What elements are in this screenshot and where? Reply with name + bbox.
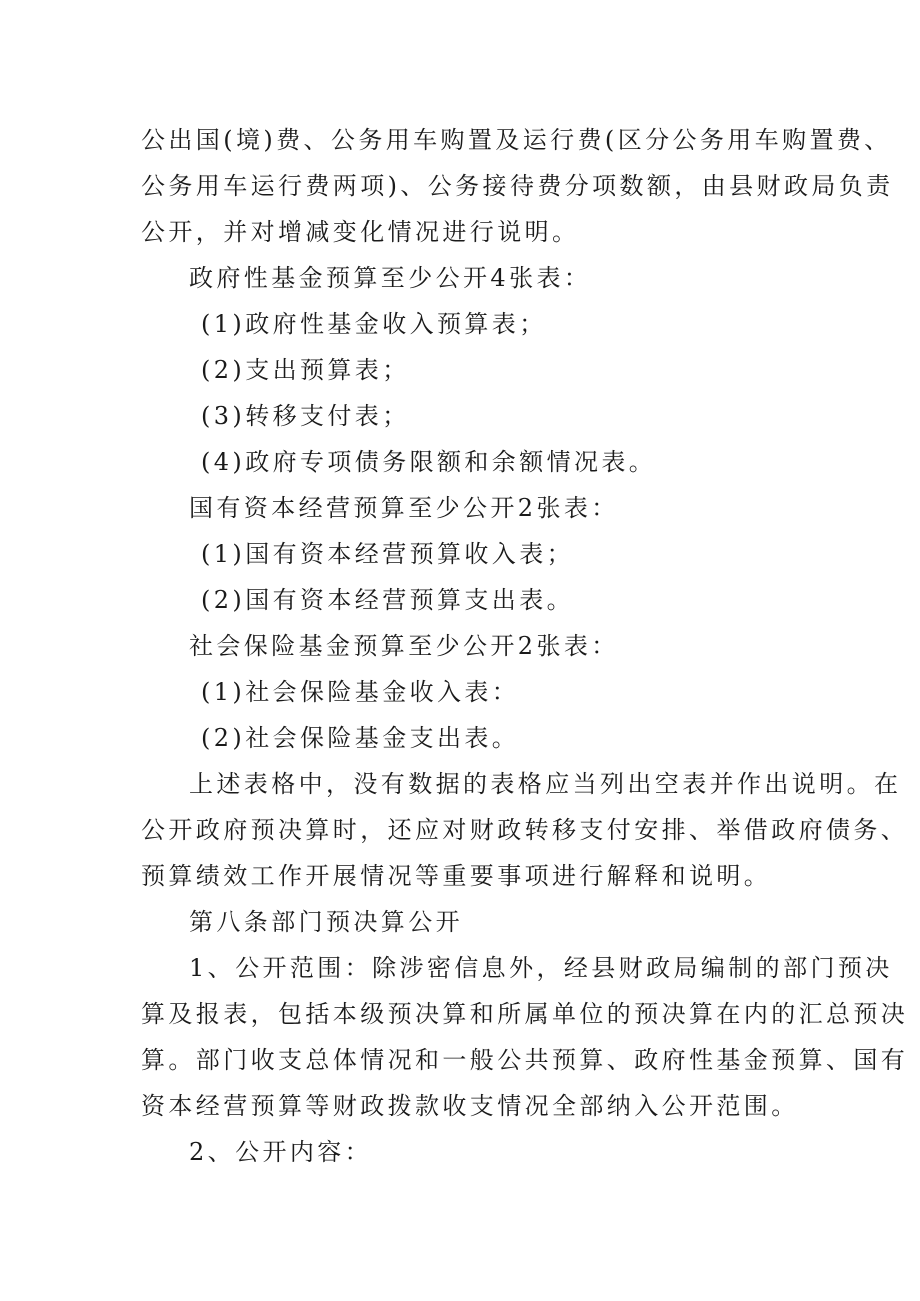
text-line: 1、公开范围：除涉密信息外，经县财政局编制的部门预决 [189, 954, 893, 982]
paragraph-heading: 国有资本经营预算至少公开2张表： [189, 494, 619, 522]
text-line: 公开，并对增减变化情况进行说明。 [141, 218, 580, 246]
section-heading: 2、公开内容： [189, 1138, 373, 1166]
text-line: 公务用车运行费两项)、公务接待费分项数额，由县财政局负责 [141, 172, 894, 200]
list-item: (4)政府专项债务限额和余额情况表。 [201, 448, 657, 476]
article-heading: 第八条部门预决算公开 [189, 908, 463, 936]
list-item: (2)社会保险基金支出表。 [201, 724, 520, 752]
text-line: 资本经营预算等财政拨款收支情况全部纳入公开范围。 [141, 1092, 799, 1120]
text-line: 上述表格中，没有数据的表格应当列出空表并作出说明。在 [189, 770, 902, 798]
text-line: 算。部门收支总体情况和一般公共预算、政府性基金预算、国有 [141, 1046, 909, 1074]
list-item: (2)国有资本经营预算支出表。 [201, 586, 574, 614]
paragraph-heading: 社会保险基金预算至少公开2张表： [189, 632, 619, 660]
list-item: (2)支出预算表； [201, 356, 410, 384]
paragraph-heading: 政府性基金预算至少公开4张表： [189, 264, 592, 292]
text-line: 预算绩效工作开展情况等重要事项进行解释和说明。 [141, 862, 772, 890]
text-line: 公开政府预决算时，还应对财政转移支付安排、举借政府债务、 [141, 816, 909, 844]
list-item: (3)转移支付表； [201, 402, 410, 430]
list-item: (1)社会保险基金收入表： [201, 678, 520, 706]
list-item: (1)国有资本经营预算收入表； [201, 540, 574, 568]
text-line: 算及报表，包括本级预决算和所属单位的预决算在内的汇总预决 [141, 1000, 909, 1028]
text-line: 公出国(境)费、公务用车购置及运行费(区分公务用车购置费、 [141, 126, 892, 154]
list-item: (1)政府性基金收入预算表； [201, 310, 547, 338]
